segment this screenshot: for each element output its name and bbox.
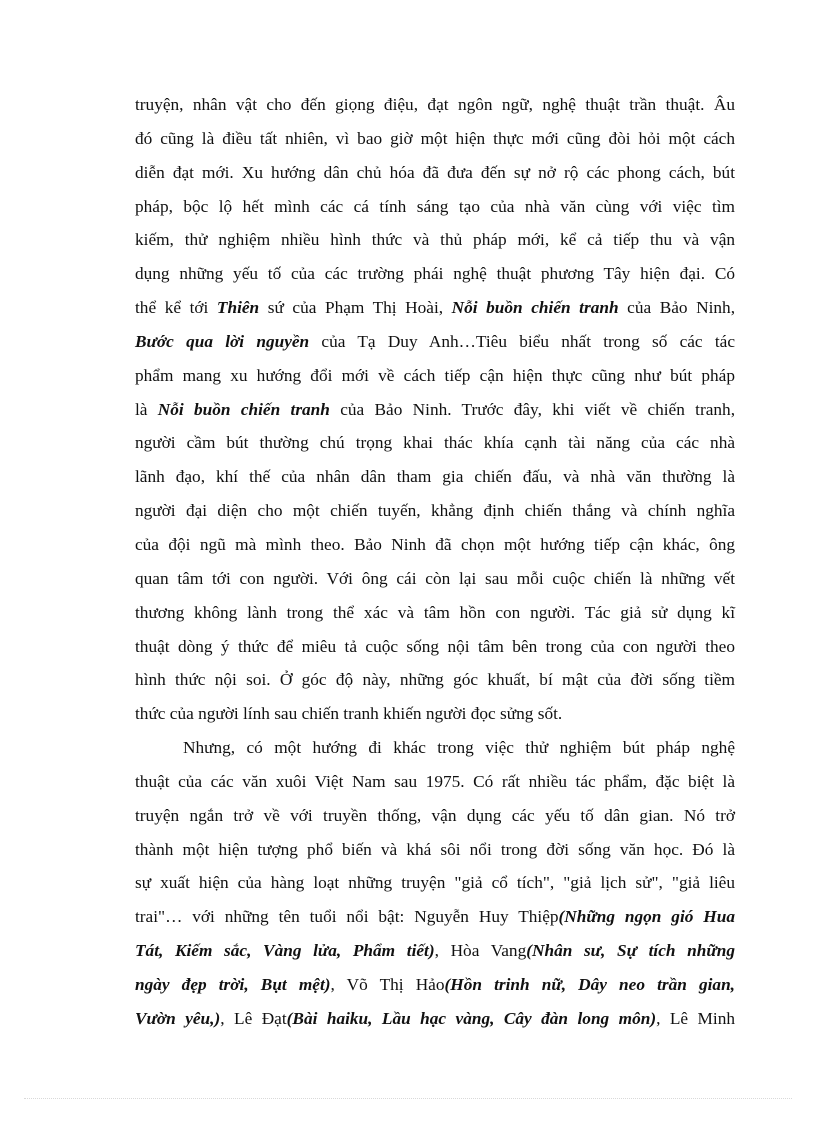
paragraph-2 <box>135 731 735 1036</box>
text-line: truyện ngắn trở về với truyền thống, vận dụng các yếu tố dân gian. Nó trở <box>135 805 735 825</box>
text-line: lãnh đạo, khí thế của nhân dân tham gia chiến đấu, và nhà văn thường là <box>135 467 735 487</box>
work-title: Tát, Kiếm sắc, Vàng lửa, Phẩm tiết) <box>135 941 435 961</box>
text-line: trai"… với những tên tuổi nổi bật: Nguyễn Huy Thiệp(Những ngọn gió Hua <box>135 907 735 927</box>
page-bottom-divider <box>24 1098 792 1099</box>
work-title: Nỗi buồn chiến tranh <box>157 399 330 419</box>
text-line: truyện, nhân vật cho đến giọng điệu, đạt ngôn ngữ, nghệ thuật trần thuật. Âu <box>135 95 735 114</box>
text-line: thuật dòng ý thức để miêu tả cuộc sống nội tâm bên trong của con người theo <box>135 636 735 656</box>
text-line: người đại diện cho một chiến tuyến, khẳng định chiến thắng và chính nghĩa <box>135 501 735 521</box>
text-line: Nhưng, có một hướng đi khác trong việc thử nghiệm bút pháp nghệ <box>183 738 735 758</box>
paragraph-1 <box>135 88 735 731</box>
text-line: hình thức nội soi. Ở góc độ này, những góc khuất, bí mật của đời sống tiềm <box>135 670 735 690</box>
text-line: thuật của các văn xuôi Việt Nam sau 1975. Có rất nhiều tác phẩm, đặc biệt là <box>135 771 735 791</box>
work-title: Nỗi buồn chiến tranh <box>451 298 619 318</box>
text-line: là Nỗi buồn chiến tranh của Bảo Ninh. Trước đây, khi viết về chiến tranh, <box>135 399 736 419</box>
text-line: Bước qua lời nguyền của Tạ Duy Anh…Tiêu biểu nhất trong số các tác <box>135 331 735 351</box>
work-title: (Hồn trinh nữ, Dây neo trần gian, <box>444 974 735 994</box>
text-line: Tát, Kiếm sắc, Vàng lửa, Phẩm tiết), Hòa Vang(Nhân sư, Sự tích những <box>135 941 735 961</box>
text-line: thương không lành trong thể xác và tâm hồn con người. Tác giả sử dụng kĩ <box>135 602 735 622</box>
text-line: người cầm bút thường chú trọng khai thác khía cạnh tài năng của các nhà <box>135 433 735 453</box>
body-text <box>135 88 735 1036</box>
text-line: pháp, bộc lộ hết mình các cá tính sáng tạo của nhà văn cùng với việc tìm <box>135 196 735 216</box>
text-line: Vườn yêu,), Lê Đạt(Bài haiku, Lầu hạc vàng, Cây đàn long môn), Lê Minh <box>135 1008 735 1028</box>
text-line: thành một hiện tượng phổ biến và khá sôi nổi trong đời sống văn học. Đó là <box>135 839 735 859</box>
text-line: của đội ngũ mà mình theo. Bảo Ninh đã chọn một hướng tiếp cận khác, ông <box>135 534 735 554</box>
text-line: phẩm mang xu hướng đổi mới về cách tiếp cận hiện thực cũng như bút pháp <box>135 365 735 385</box>
work-title: (Những ngọn gió Hua <box>558 907 735 927</box>
text-line: kiếm, thử nghiệm nhiều hình thức và thủ pháp mới, kể cả tiếp thu và vận <box>135 230 735 250</box>
work-title: (Bài haiku, Lầu hạc vàng, Cây đàn long môn) <box>286 1008 657 1028</box>
text-line: đó cũng là điều tất nhiên, vì bao giờ một hiện thực mới cũng đòi hỏi một cách <box>135 128 735 148</box>
work-title: Vườn yêu,) <box>135 1008 221 1028</box>
text-line: thể kể tới Thiên sứ của Phạm Thị Hoài, Nỗi buồn chiến tranh của Bảo Ninh, <box>135 298 736 318</box>
text-line: quan tâm tới con người. Với ông cái còn lại sau mỗi cuộc chiến là những vết <box>135 568 735 588</box>
text-line: diễn đạt mới. Xu hướng dân chủ hóa đã đưa đến sự nở rộ các phong cách, bút <box>135 162 735 182</box>
work-title: Bước qua lời nguyền <box>135 331 310 351</box>
text-line: thức của người lính sau chiến tranh khiến người đọc sửng sốt. <box>135 704 563 724</box>
work-title: ngày đẹp trời, Bụt mệt) <box>135 974 331 994</box>
work-title: (Nhân sư, Sự tích những <box>526 941 735 961</box>
text-line: sự xuất hiện của hàng loạt những truyện "giả cổ tích", "giả lịch sử", "giả liêu <box>135 873 735 893</box>
text-line: ngày đẹp trời, Bụt mệt), Võ Thị Hảo(Hồn trinh nữ, Dây neo trần gian, <box>135 974 735 994</box>
work-title: Thiên <box>216 298 260 318</box>
text-line: dụng những yếu tố của các trường phái nghệ thuật phương Tây hiện đại. Có <box>135 264 735 284</box>
